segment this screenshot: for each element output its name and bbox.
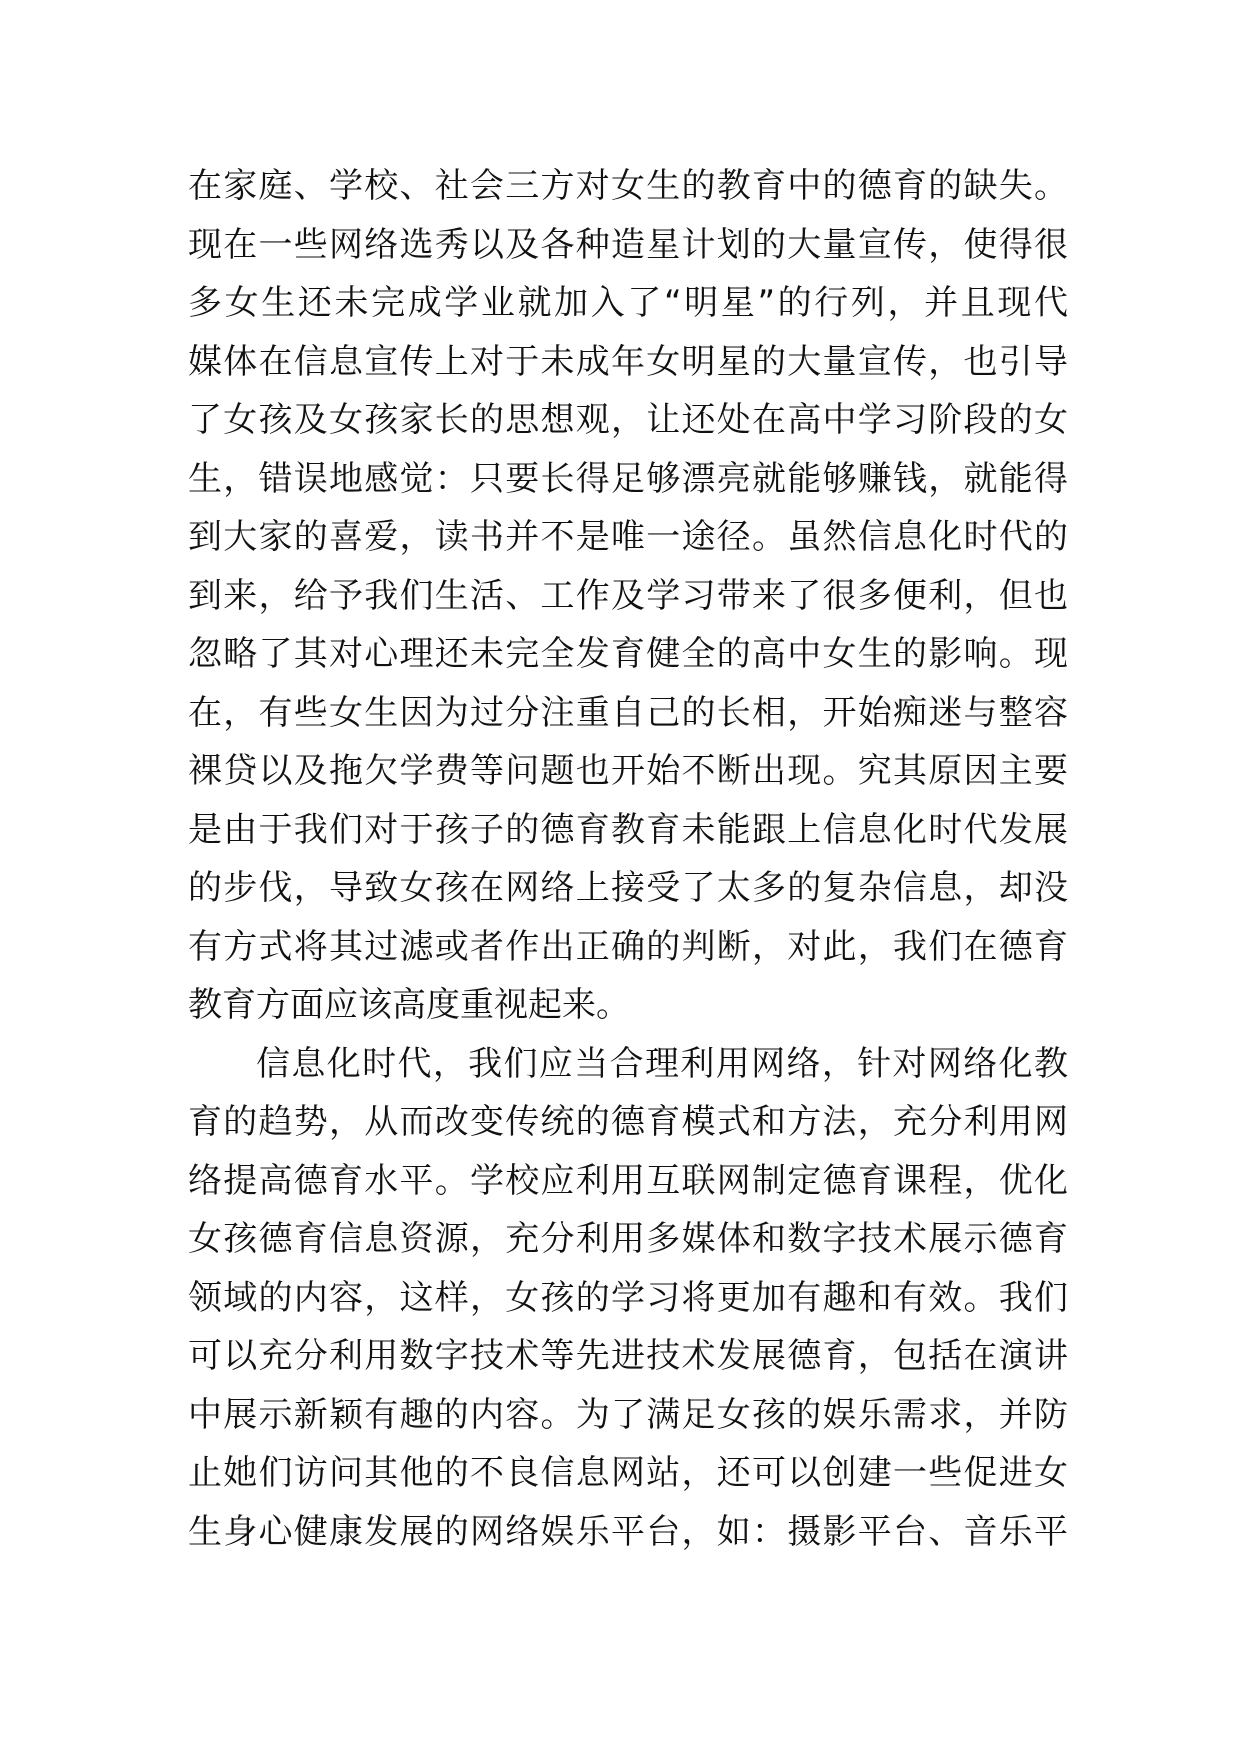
text-line: 在家庭、学校、社会三方对女生的教育中的德育的缺失。 [188,166,1068,206]
text-line: 忽略了其对心理还未完全发育健全的高中女生的影响。现 [188,634,1068,674]
paragraph-2 [188,1035,1068,1562]
text-line: 育的趋势，从而改变传统的德育模式和方法，充分利用网 [188,1102,1068,1142]
text-line: 了女孩及女孩家长的思想观，让还处在高中学习阶段的女 [188,400,1068,440]
text-line: 中展示新颖有趣的内容。为了满足女孩的娱乐需求，并防 [188,1394,1068,1435]
text-line: 领域的内容，这样，女孩的学习将更加有趣和有效。我们 [188,1277,1068,1318]
text-line: 现在一些网络选秀以及各种造星计划的大量宣传，使得很 [188,224,1068,265]
paragraph-1 [188,157,1068,1035]
text-line: 生，错误地感觉：只要长得足够漂亮就能够赚钱，就能得 [188,458,1068,499]
text-line: 到来，给予我们生活、工作及学习带来了很多便利，但也 [188,575,1068,616]
text-line: 到大家的喜爱，读书并不是唯一途径。虽然信息化时代的 [188,517,1068,557]
text-line: 可以充分利用数字技术等先进技术发展德育，包括在演讲 [188,1336,1068,1376]
text-line: 生身心健康发展的网络娱乐平台，如：摄影平台、音乐平 [188,1511,1068,1552]
text-line: 止她们访问其他的不良信息网站，还可以创建一些促进女 [188,1453,1068,1493]
text-line: 裸贷以及拖欠学费等问题也开始不断出现。究其原因主要 [188,751,1068,791]
text-line: 在，有些女生因为过分注重自己的长相，开始痴迷与整容 [188,692,1068,733]
text-line: 是由于我们对于孩子的德育教育未能跟上信息化时代发展 [188,809,1068,850]
text-line: 女孩德育信息资源，充分利用多媒体和数字技术展示德育 [188,1219,1068,1259]
text-line: 络提高德育水平。学校应利用互联网制定德育课程，优化 [188,1160,1068,1201]
text-line: 信息化时代，我们应当合理利用网络，针对网络化教 [256,1043,1068,1084]
text-line: 有方式将其过滤或者作出正确的判断，对此，我们在德育 [188,926,1068,967]
text-line: 教育方面应该高度重视起来。 [188,985,630,1025]
text-line: 多女生还未完成学业就加入了“明星”的行列，并且现代 [188,283,1068,323]
text-line: 的步伐，导致女孩在网络上接受了太多的复杂信息，却没 [188,868,1068,908]
body-text [188,157,1068,1561]
text-line: 媒体在信息宣传上对于未成年女明星的大量宣传，也引导 [188,341,1068,382]
